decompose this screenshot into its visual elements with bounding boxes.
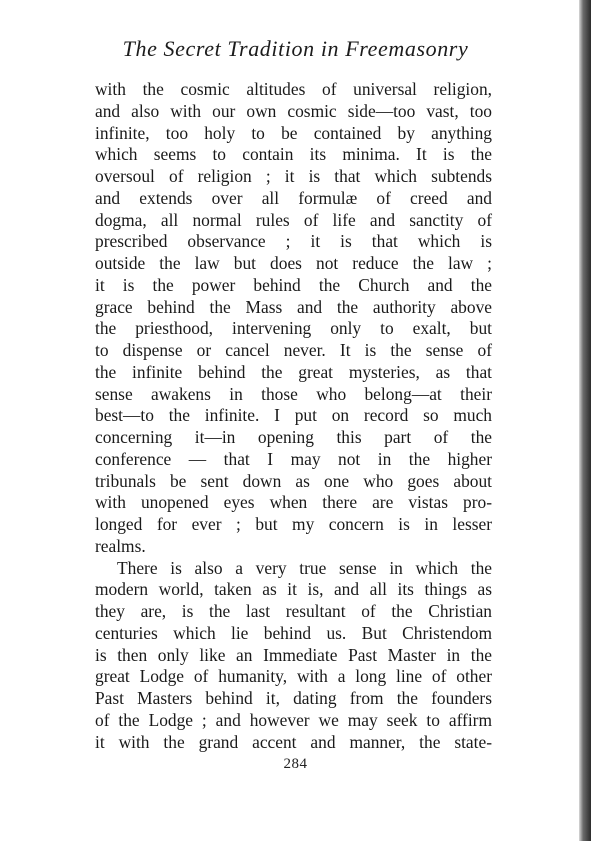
text-line: great Lodge of humanity, with a long line of other (95, 666, 492, 687)
page-number: 284 (283, 756, 308, 772)
text-line: prescribed observance ; it is that which is (95, 231, 492, 252)
text-line: and extends over all formulæ of creed and (95, 187, 492, 208)
text-line: concerning it—in opening this part of the (95, 427, 492, 447)
text-line: the infinite behind the great mysteries, as that (95, 361, 492, 382)
text-line: is then only like an Immediate Past Master in the (95, 644, 492, 665)
text-line: conference — that I may not in the higher (95, 448, 492, 469)
body-text (95, 79, 492, 753)
text-line: the priesthood, intervening only to exalt, but (95, 318, 492, 339)
text-line: best—to the infinite. I put on record so much (95, 405, 492, 426)
text-line: it is the power behind the Church and the (95, 274, 492, 295)
text-line: Past Masters behind it, dating from the founders (95, 688, 492, 708)
text-line: longed for ever ; but my concern is in lesser (95, 514, 492, 534)
text-line: with unopened eyes when there are vistas pro- (95, 492, 492, 513)
text-line: centuries which lie behind us. But Christendom (95, 622, 492, 643)
text-line: it with the grand accent and manner, the state- (95, 731, 492, 752)
text-line: with the cosmic altitudes of universal religion, (95, 79, 492, 99)
text-line: tribunals be sent down as one who goes about (95, 470, 492, 491)
text-line: and also with our own cosmic side—too vast, too (95, 100, 492, 121)
text-line: outside the law but does not reduce the law ; (95, 253, 492, 273)
text-line: There is also a very true sense in which the (117, 557, 492, 578)
text-line: dogma, all normal rules of life and sanctity of (95, 209, 492, 230)
text-line: infinite, too holy to be contained by anything (95, 122, 492, 143)
text-line: which seems to contain its minima. It is the (95, 144, 492, 165)
text-line: realms. (95, 535, 146, 556)
text-line: they are, is the last resultant of the Christian (95, 601, 492, 621)
text-line: modern world, taken as it is, and all its things as (95, 579, 492, 600)
scan-edge-shadow (579, 0, 591, 841)
text-line: oversoul of religion ; it is that which subtends (95, 166, 492, 186)
paragraph-2 (95, 558, 492, 754)
paragraph-1 (95, 79, 492, 558)
running-head: The Secret Tradition in Freemasonry (122, 36, 469, 61)
text-line: sense awakens in those who belong—at their (95, 383, 492, 404)
text-line: to dispense or cancel never. It is the sense of (95, 340, 492, 360)
text-line: of the Lodge ; and however we may seek to affirm (95, 709, 492, 730)
text-line: grace behind the Mass and the authority above (95, 296, 492, 317)
